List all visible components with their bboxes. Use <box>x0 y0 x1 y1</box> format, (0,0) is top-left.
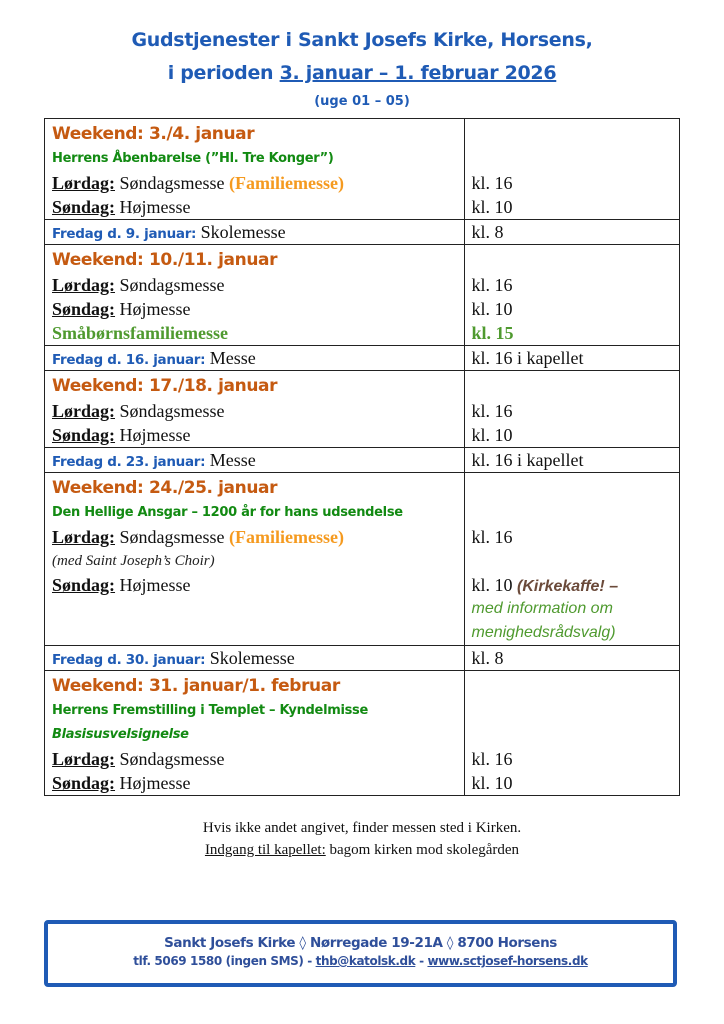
weekend-5-details <box>45 671 465 796</box>
mass-type: Messe <box>205 450 256 470</box>
sunday-time: kl. 10 <box>471 575 518 595</box>
period-prefix: i perioden <box>167 62 280 84</box>
schedule-table <box>44 118 680 796</box>
day-label: Søndag: <box>52 197 116 217</box>
sunday-time-line <box>472 573 680 597</box>
saturday-time: kl. 16 <box>471 173 513 193</box>
mass-type: Søndagsmesse <box>115 749 225 769</box>
sunday-time: kl. 10 <box>471 197 513 217</box>
day-label: Lørdag: <box>52 173 115 193</box>
contact-line <box>48 954 673 968</box>
weekend-1-details <box>45 119 465 220</box>
chapel-entrance-text: bagom kirken mod skolegården <box>325 842 520 858</box>
chapel-entrance-label: Indgang til kapellet: <box>204 842 326 858</box>
sunday-time: kl. 10 <box>471 299 513 319</box>
blessing-name: Blasisusvelsignelse <box>52 727 189 742</box>
mass-type: Skolemesse <box>205 648 295 668</box>
location-note: Hvis ikke andet angivet, finder messen sted i Kirken. <box>202 820 522 836</box>
friday-mass <box>52 448 464 472</box>
table-row <box>45 245 680 346</box>
friday-mass <box>52 220 464 244</box>
mass-type: Højmesse <box>115 425 191 445</box>
weekend-title: Weekend: 24./25. januar <box>52 478 278 498</box>
sunday-time: kl. 10 <box>471 425 513 445</box>
separator: - <box>415 954 428 968</box>
mass-type: Søndagsmesse <box>115 173 229 193</box>
mass-type: Højmesse <box>115 197 191 217</box>
table-row <box>45 346 680 371</box>
table-row <box>45 119 680 220</box>
day-label: Lørdag: <box>52 401 115 421</box>
week-numbers: (uge 01 – 05) <box>314 94 410 109</box>
friday-time: kl. 8 <box>471 648 504 668</box>
mass-type: Højmesse <box>115 773 191 793</box>
saturday-time: kl. 16 <box>471 527 513 547</box>
mass-type: Højmesse <box>115 299 191 319</box>
feast-name: Herrens Åbenbarelse (”Hl. Tre Konger”) <box>52 151 334 166</box>
friday-time: kl. 16 i kapellet <box>471 450 584 470</box>
weekend-4-times <box>464 473 680 646</box>
family-mass-tag: (Familiemesse) <box>229 527 344 547</box>
period-dates: 3. januar – 1. februar 2026 <box>279 62 557 84</box>
friday-mass <box>52 346 464 370</box>
day-label: Søndag: <box>52 575 116 595</box>
day-label: Søndag: <box>52 773 116 793</box>
weekend-title: Weekend: 3./4. januar <box>52 124 255 144</box>
table-row <box>45 448 680 473</box>
page-title-line2 <box>0 62 724 84</box>
weekend-title: Weekend: 31. januar/1. februar <box>52 676 340 696</box>
friday-time: kl. 16 i kapellet <box>471 348 584 368</box>
weekend-2-details <box>45 245 465 346</box>
saturday-mass <box>52 747 464 771</box>
friday-mass <box>52 646 464 670</box>
church-coffee-note: (Kirkekaffe! – <box>517 578 619 595</box>
table-row <box>45 671 680 796</box>
choir-note: (med Saint Joseph’s Choir) <box>52 553 215 569</box>
toddler-family-mass: Småbørnsfamiliemesse <box>52 323 228 343</box>
sunday-time: kl. 10 <box>471 773 513 793</box>
phone: tlf. 5069 1580 (ingen SMS) - <box>133 954 316 968</box>
weekend-title: Weekend: 10./11. januar <box>52 250 278 270</box>
mass-type: Skolemesse <box>196 222 286 242</box>
weekend-4-details <box>45 473 465 646</box>
saturday-time: kl. 16 <box>471 749 513 769</box>
saturday-mass <box>52 273 464 297</box>
saturday-mass <box>52 525 464 549</box>
table-row <box>45 646 680 671</box>
friday-label: Fredag d. 9. januar: <box>52 226 197 242</box>
saturday-time: kl. 16 <box>471 401 513 421</box>
mass-type: Messe <box>205 348 256 368</box>
sunday-mass <box>52 573 464 597</box>
day-label: Lørdag: <box>52 749 115 769</box>
chapel-entrance-note <box>0 842 724 859</box>
sunday-mass <box>52 423 464 447</box>
feast-name: Herrens Fremstilling i Templet – Kyndelmisse <box>52 703 369 718</box>
mass-type: Søndagsmesse <box>115 527 229 547</box>
day-label: Søndag: <box>52 425 116 445</box>
weekend-title: Weekend: 17./18. januar <box>52 376 278 396</box>
weekend-2-times <box>464 245 680 346</box>
friday-label: Fredag d. 30. januar: <box>52 652 206 668</box>
day-label: Lørdag: <box>52 527 115 547</box>
mass-type: Højmesse <box>115 575 191 595</box>
toddler-family-time: kl. 15 <box>471 323 514 343</box>
table-row <box>45 220 680 245</box>
website-link[interactable]: www.sctjosef-horsens.dk <box>427 954 588 968</box>
info-note-line2: menighedsrådsvalg) <box>471 624 616 641</box>
church-address: Sankt Josefs Kirke ◊ Nørregade 19-21A ◊ 8700 Horsens <box>164 935 557 951</box>
friday-label: Fredag d. 23. januar: <box>52 454 206 470</box>
mass-type: Søndagsmesse <box>115 275 225 295</box>
family-mass-tag: (Familiemesse) <box>229 173 344 193</box>
sunday-mass <box>52 297 464 321</box>
day-label: Lørdag: <box>52 275 115 295</box>
sunday-mass <box>52 771 464 795</box>
email-link[interactable]: thb@katolsk.dk <box>315 954 416 968</box>
sunday-mass <box>52 195 464 219</box>
saturday-time: kl. 16 <box>471 275 513 295</box>
saturday-mass <box>52 399 464 423</box>
day-label: Søndag: <box>52 299 116 319</box>
mass-type: Søndagsmesse <box>115 401 225 421</box>
table-row <box>45 371 680 448</box>
weekend-1-times <box>464 119 680 220</box>
info-note-line1: med information om <box>471 600 613 617</box>
table-row <box>45 473 680 646</box>
weekend-5-times <box>464 671 680 796</box>
feast-name: Den Hellige Ansgar – 1200 år for hans udsendelse <box>52 505 403 520</box>
page-title-line1: Gudstjenester i Sankt Josefs Kirke, Horsens, <box>131 29 593 51</box>
contact-footer <box>44 920 677 987</box>
friday-time: kl. 8 <box>471 222 504 242</box>
weekend-3-details <box>45 371 465 448</box>
saturday-mass <box>52 171 464 195</box>
weekend-3-times <box>464 371 680 448</box>
friday-label: Fredag d. 16. januar: <box>52 352 206 368</box>
